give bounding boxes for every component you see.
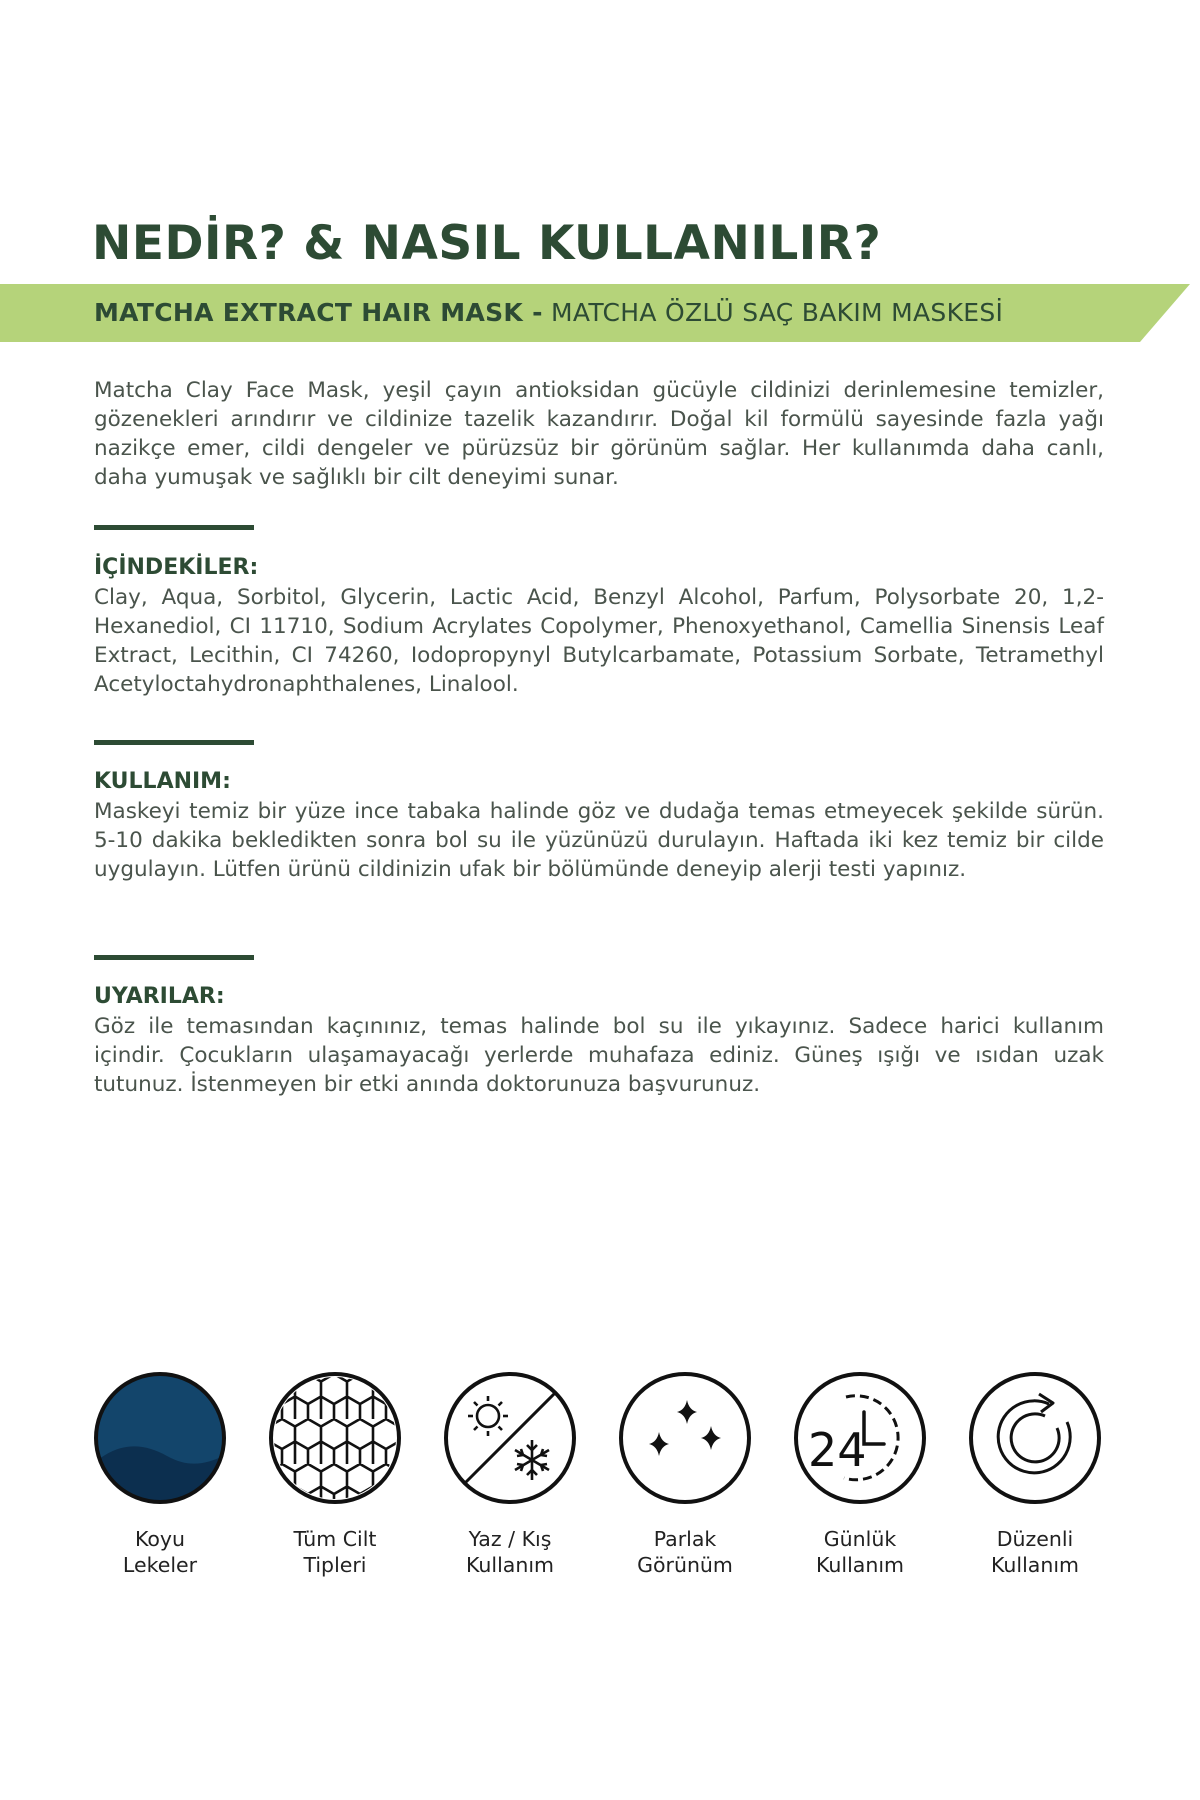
warnings-text: Göz ile temasından kaçınınız, temas halinde bol su ile yıkayınız. Sadece harici kullanım içindir. Çocukların ulaşamayacağı yerlerde muhafaza ediniz. Güneş ışığı ve ısıdan uzak tutunuz. İstenmeyen bir etki anında doktorunuza başvurunuz.: [94, 1014, 1104, 1097]
warnings-heading: UYARILAR:: [94, 984, 225, 1009]
section-divider: [94, 525, 254, 530]
feature-dark-spots: [75, 1370, 245, 1578]
feature-label: Yaz / Kış Kullanım: [465, 1527, 555, 1577]
ingredients-heading: İÇİNDEKİLER:: [94, 555, 259, 580]
product-name-tr: MATCHA ÖZLÜ SAÇ BAKIM MASKESİ: [542, 298, 1004, 327]
feature-label: Düzenli Kullanım: [990, 1527, 1080, 1577]
feature-all-skin-types: [250, 1370, 420, 1578]
product-name-en: MATCHA EXTRACT HAIR MASK -: [94, 298, 543, 327]
sparkles-icon: [617, 1370, 753, 1506]
product-banner: [0, 284, 1190, 342]
dark-spot-circle-icon: [92, 1370, 228, 1506]
feature-label: Koyu Lekeler: [122, 1527, 198, 1577]
ingredients-text: Clay, Aqua, Sorbitol, Glycerin, Lactic Acid, Benzyl Alcohol, Parfum, Polysorbate 20, 1,2-Hexanediol, CI 11710, Sodium Acrylates Copolymer, Phenoxyethanol, Camellia Sinensis Leaf Extract, Lecithin, CI 74260, Iodopropynyl Butylcarbamate, Potassium Sorbate, Tetramethyl Acetyloctahydronaphthalenes, Linalool.: [94, 585, 1104, 697]
feature-label: Günlük Kullanım: [815, 1527, 905, 1577]
feature-icons-row: [0, 1370, 1200, 1590]
section-divider: [94, 740, 254, 745]
feature-daily-use: [775, 1370, 945, 1578]
sun-snowflake-icon: [442, 1370, 578, 1506]
feature-label: Tüm Cilt Tipleri: [293, 1527, 377, 1577]
usage-heading: KULLANIM:: [94, 769, 231, 794]
usage-text: Maskeyi temiz bir yüze ince tabaka halinde göz ve dudağa temas etmeyecek şekilde sürün. 5-10 dakika bekledikten sonra bol su ile yüzünüzü durulayın. Haftada iki kez temiz bir cilde uygulayın. Lütfen ürünü cildinizin ufak bir bölümünde deneyip alerji testi yapınız.: [94, 799, 1104, 882]
feature-regular-use: [950, 1370, 1120, 1578]
refresh-circle-icon: [967, 1370, 1103, 1506]
svg-text:24: 24: [808, 1423, 867, 1477]
section-divider: [94, 955, 254, 960]
feature-summer-winter: [425, 1370, 595, 1578]
page-title: NEDİR? & NASIL KULLANILIR?: [92, 216, 882, 271]
feature-label: Parlak Görünüm: [637, 1527, 733, 1577]
hexagon-grid-icon: [267, 1370, 403, 1506]
clock-24-icon: [792, 1370, 928, 1506]
intro-text: Matcha Clay Face Mask, yeşil çayın antioksidan gücüyle cildinizi derinlemesine temizler, gözenekleri arındırır ve cildinize tazelik kazandırır. Doğal kil formülü sayesinde fazla yağı nazikçe emer, cildi dengeler ve pürüzsüz bir görünüm sağlar. Her kullanımda daha canlı, daha yumuşak ve sağlıklı bir cilt deneyimi sunar.: [94, 378, 1104, 490]
product-name: [94, 284, 1003, 342]
feature-radiant-look: [600, 1370, 770, 1578]
